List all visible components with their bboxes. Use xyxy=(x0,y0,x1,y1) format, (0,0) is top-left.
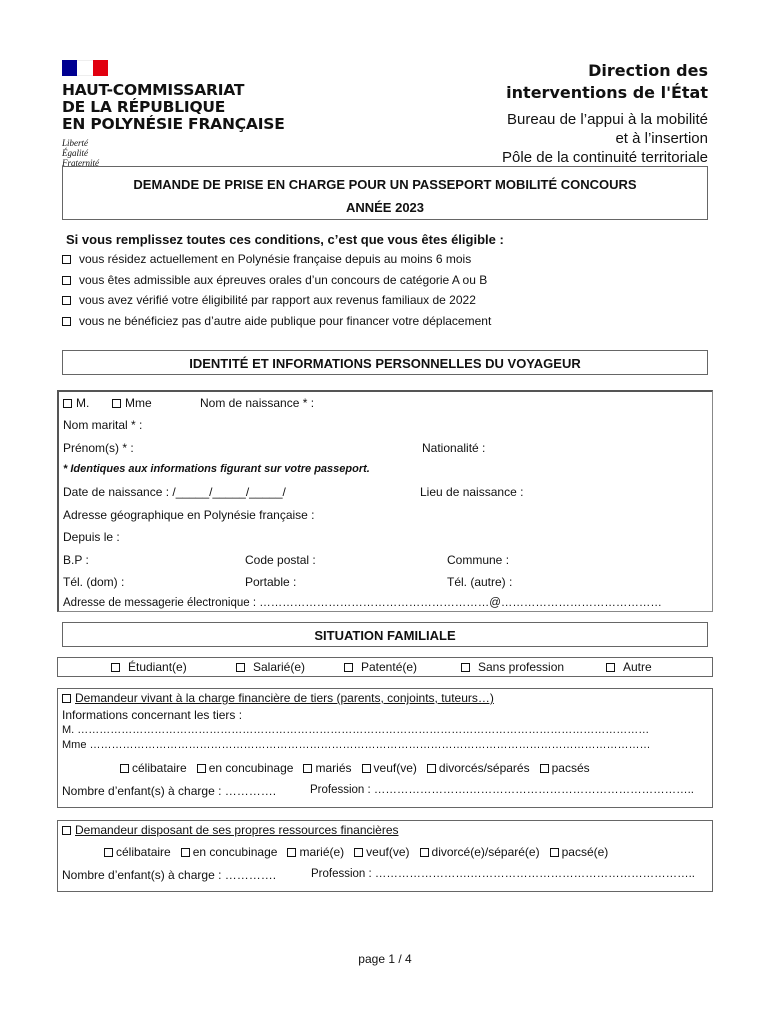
condition-item xyxy=(62,314,491,328)
header-right xyxy=(502,60,708,167)
option-pacs[interactable] xyxy=(550,845,609,859)
status-employee[interactable] xyxy=(236,660,305,674)
profession-field[interactable]: Profession : …………………….………………………………………………….. xyxy=(311,868,696,880)
option-label: pacsé(e) xyxy=(561,845,609,859)
motto-line: Fraternité xyxy=(62,158,99,168)
form-title-box xyxy=(62,166,708,220)
own-resources-option[interactable] xyxy=(62,823,399,837)
third-party-info: Informations concernant les tiers : xyxy=(62,708,243,722)
option-pacs[interactable] xyxy=(540,761,590,775)
form-year: ANNÉE 2023 xyxy=(345,200,425,215)
checkbox-icon[interactable] xyxy=(236,663,245,672)
org-line: DE LA RÉPUBLIQUE xyxy=(62,98,226,116)
identity-form xyxy=(57,390,713,612)
option-label: mariés xyxy=(315,761,352,775)
option-divorced[interactable] xyxy=(420,845,540,859)
option-label: divorcés/séparés xyxy=(438,761,530,775)
civility-mme[interactable] xyxy=(112,396,152,410)
status-other[interactable] xyxy=(606,660,652,674)
option-label: veuf(ve) xyxy=(366,845,410,859)
birth-date-blank[interactable]: /_____/_____/_____/ xyxy=(172,485,286,499)
checkbox-icon[interactable] xyxy=(63,399,72,408)
po-box-field[interactable]: B.P : xyxy=(63,553,89,567)
form-title: DEMANDE DE PRISE EN CHARGE POUR UN PASSEPORT MOBILITÉ CONCOURS xyxy=(133,177,637,192)
third-party-option[interactable] xyxy=(62,691,494,705)
option-married[interactable] xyxy=(303,761,351,775)
email-field[interactable]: Adresse de messagerie électronique : ……………………………………………………@…………………………………… xyxy=(63,597,662,609)
third-party-section xyxy=(57,688,713,808)
condition-label: vous avez vérifié votre éligibilité par rapport aux revenus familiaux de 2022 xyxy=(79,293,476,307)
mobile-field[interactable]: Portable : xyxy=(245,575,297,589)
option-widowed[interactable] xyxy=(362,761,417,775)
third-party-mme-field[interactable]: Mme ……………………………………………………………………………………………………………………………………… xyxy=(62,739,651,751)
option-married[interactable] xyxy=(287,845,344,859)
checkbox-icon[interactable] xyxy=(62,276,71,285)
third-party-m-field[interactable]: M. ………………………………………………………………………………………………………………………………………… xyxy=(62,724,650,736)
direction-title xyxy=(502,60,708,104)
option-divorced[interactable] xyxy=(427,761,530,775)
option-label: célibataire xyxy=(132,761,187,775)
option-label: veuf(ve) xyxy=(373,761,417,775)
option-label: en concubinage xyxy=(192,845,278,859)
checkbox-icon[interactable] xyxy=(427,764,436,773)
checkbox-icon[interactable] xyxy=(62,296,71,305)
checkbox-icon[interactable] xyxy=(550,848,559,857)
checkbox-icon[interactable] xyxy=(344,663,353,672)
address-field[interactable]: Adresse géographique en Polynésie française : xyxy=(63,508,315,522)
checkbox-icon[interactable] xyxy=(540,764,549,773)
status-label: Patenté(e) xyxy=(361,660,418,674)
bureau-line: Pôle de la continuité territoriale xyxy=(502,149,708,166)
motto-line: Liberté xyxy=(62,138,88,148)
checkbox-icon[interactable] xyxy=(112,399,121,408)
other-phone-field[interactable]: Tél. (autre) : xyxy=(447,575,513,589)
option-single[interactable] xyxy=(120,761,187,775)
checkbox-icon[interactable] xyxy=(197,764,206,773)
bureau-line: Bureau de l’appui à la mobilité xyxy=(507,111,708,128)
checkbox-icon[interactable] xyxy=(606,663,615,672)
passport-note: * Identiques aux informations figurant sur votre passeport. xyxy=(63,463,370,475)
status-licensed[interactable] xyxy=(344,660,417,674)
organization-name xyxy=(62,82,285,133)
checkbox-icon[interactable] xyxy=(362,764,371,773)
first-names-field[interactable]: Prénom(s) * : xyxy=(63,441,134,455)
conditions-heading: Si vous remplissez toutes ces conditions, c’est que vous êtes éligible : xyxy=(66,232,504,247)
profession-field[interactable]: Profession : …………………….………………………………………………….. xyxy=(310,784,695,796)
civility-m[interactable] xyxy=(63,396,89,410)
marital-options xyxy=(104,845,608,859)
option-cohabiting[interactable] xyxy=(181,845,278,859)
checkbox-icon[interactable] xyxy=(303,764,312,773)
checkbox-icon[interactable] xyxy=(104,848,113,857)
option-label: en concubinage xyxy=(208,761,294,775)
page-number: page 1 / 4 xyxy=(358,952,412,966)
own-resources-heading: Demandeur disposant de ses propres ressources financières xyxy=(75,823,399,837)
since-field[interactable]: Depuis le : xyxy=(63,530,120,544)
status-label: Sans profession xyxy=(478,660,565,674)
marital-options xyxy=(120,761,590,775)
status-label: Salarié(e) xyxy=(253,660,306,674)
checkbox-icon[interactable] xyxy=(62,317,71,326)
nationality-field[interactable]: Nationalité : xyxy=(422,441,486,455)
motto-line: Égalité xyxy=(62,148,88,158)
condition-item xyxy=(62,273,487,287)
bureau-text xyxy=(502,110,708,167)
checkbox-icon[interactable] xyxy=(62,255,71,264)
checkbox-icon[interactable] xyxy=(287,848,296,857)
birth-date-field[interactable] xyxy=(63,485,286,499)
option-label: célibataire xyxy=(116,845,171,859)
status-unemployed[interactable] xyxy=(461,660,564,674)
bureau-line: et à l’insertion xyxy=(615,130,708,147)
family-section-title: SITUATION FAMILIALE xyxy=(62,622,708,647)
condition-item xyxy=(62,252,471,266)
status-student[interactable] xyxy=(111,660,187,674)
condition-label: vous résidez actuellement en Polynésie française depuis au moins 6 mois xyxy=(79,252,472,266)
postal-code-field[interactable]: Code postal : xyxy=(245,553,316,567)
civility-m-label: M. xyxy=(76,396,90,410)
checkbox-icon[interactable] xyxy=(62,826,71,835)
direction-line: Direction des xyxy=(588,61,708,80)
marital-name-field[interactable]: Nom marital * : xyxy=(63,418,143,432)
condition-label: vous êtes admissible aux épreuves orales d’un concours de catégorie A ou B xyxy=(79,273,488,287)
marianne-logo xyxy=(62,60,108,76)
own-resources-section xyxy=(57,820,713,892)
birth-date-label: Date de naissance : xyxy=(63,485,170,499)
checkbox-icon[interactable] xyxy=(420,848,429,857)
identity-section-title: IDENTITÉ ET INFORMATIONS PERSONNELLES DU VOYAGEUR xyxy=(62,350,708,375)
option-label: marié(e) xyxy=(299,845,345,859)
condition-item xyxy=(62,293,476,307)
checkbox-icon[interactable] xyxy=(120,764,129,773)
commune-field[interactable]: Commune : xyxy=(447,553,510,567)
checkbox-icon[interactable] xyxy=(111,663,120,672)
checkbox-icon[interactable] xyxy=(62,694,71,703)
home-phone-field[interactable]: Tél. (dom) : xyxy=(63,575,125,589)
header-left xyxy=(62,60,285,168)
checkbox-icon[interactable] xyxy=(461,663,470,672)
birth-name-field[interactable]: Nom de naissance * : xyxy=(200,396,315,410)
direction-line: interventions de l'État xyxy=(506,83,708,102)
children-count-field[interactable]: Nombre d’enfant(s) à charge : …………. xyxy=(62,784,277,798)
status-label: Étudiant(e) xyxy=(128,660,187,674)
civility-mme-label: Mme xyxy=(125,396,152,410)
status-label: Autre xyxy=(623,660,652,674)
third-party-heading: Demandeur vivant à la charge financière de tiers (parents, conjoints, tuteurs…) xyxy=(75,691,494,705)
option-label: pacsés xyxy=(551,761,590,775)
motto xyxy=(62,138,285,168)
org-line: HAUT-COMMISSARIAT xyxy=(62,81,245,99)
option-widowed[interactable] xyxy=(354,845,409,859)
birth-place-field[interactable]: Lieu de naissance : xyxy=(420,485,524,499)
option-cohabiting[interactable] xyxy=(197,761,294,775)
occupation-row xyxy=(57,657,713,677)
option-single[interactable] xyxy=(104,845,171,859)
org-line: EN POLYNÉSIE FRANÇAISE xyxy=(62,115,285,133)
checkbox-icon[interactable] xyxy=(354,848,363,857)
option-label: divorcé(e)/séparé(e) xyxy=(431,845,540,859)
children-count-field[interactable]: Nombre d’enfant(s) à charge : …………. xyxy=(62,868,277,882)
condition-label: vous ne bénéficiez pas d’autre aide publique pour financer votre déplacement xyxy=(79,314,492,328)
checkbox-icon[interactable] xyxy=(181,848,190,857)
